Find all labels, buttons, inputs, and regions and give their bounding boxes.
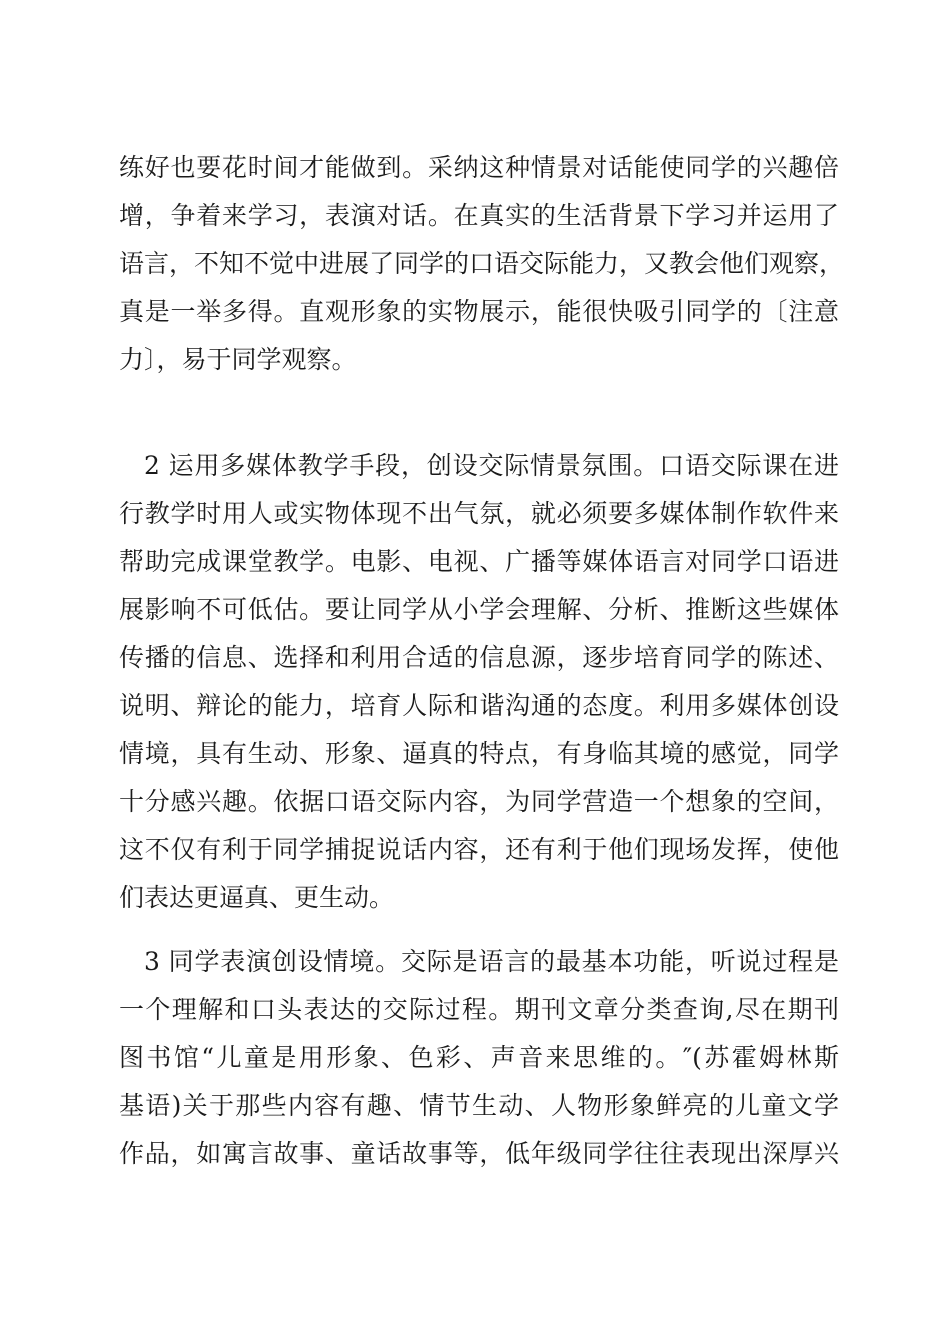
text-line: 增，争着来学习，表演对话。在真实的生活背景下学习并运用了 [119,201,839,230]
text-line: 作品，如寓言故事、童话故事等，低年级同学往往表现出深厚兴 [119,1139,839,1168]
text-line: 力〕，易于同学观察。 [119,345,357,374]
text-line: 这不仅有利于同学捕捉说话内容，还有利于他们现场发挥，使他 [119,835,839,864]
text-line: 2 运用多媒体教学手段，创设交际情景氛围。口语交际课在进 [144,451,839,480]
text-line: 展影响不可低估。要让同学从小学会理解、分析、推断这些媒体 [119,595,839,624]
text-line: 说明、辩论的能力，培育人际和谐沟通的态度。利用多媒体创设 [119,691,839,720]
text-line: 一个理解和口头表达的交际过程。期刊文章分类查询,尽在期刊 [119,995,839,1024]
text-line: 十分感兴趣。依据口语交际内容，为同学营造一个想象的空间， [119,787,839,816]
paragraph-performance [119,938,839,1178]
paragraph-continuation [119,144,845,384]
text-line: 传播的信息、选择和利用合适的信息源，逐步培育同学的陈述、 [119,643,839,672]
text-line: 练好也要花时间才能做到。采纳这种情景对话能使同学的兴趣倍 [119,153,839,182]
text-line: 语言，不知不觉中进展了同学的口语交际能力，又教会他们观察， [119,249,845,278]
text-line: 3 同学表演创设情境。交际是语言的最基本功能，听说过程是 [144,947,839,976]
text-line: 真是一举多得。直观形象的实物展示，能很快吸引同学的〔注意 [119,297,839,326]
text-line: 图书馆“儿童是用形象、色彩、声音来思维的。″(苏霍姆林斯 [119,1043,839,1072]
text-line: 基语)关于那些内容有趣、情节生动、人物形象鲜亮的儿童文学 [119,1091,839,1120]
text-line: 们表达更逼真、更生动。 [119,883,395,912]
text-line: 行教学时用人或实物体现不出气氛，就必须要多媒体制作软件来 [119,499,839,528]
text-line: 情境，具有生动、形象、逼真的特点，有身临其境的感觉，同学 [119,739,839,768]
text-line: 帮助完成课堂教学。电影、电视、广播等媒体语言对同学口语进 [119,547,839,576]
paragraph-multimedia [119,442,839,922]
